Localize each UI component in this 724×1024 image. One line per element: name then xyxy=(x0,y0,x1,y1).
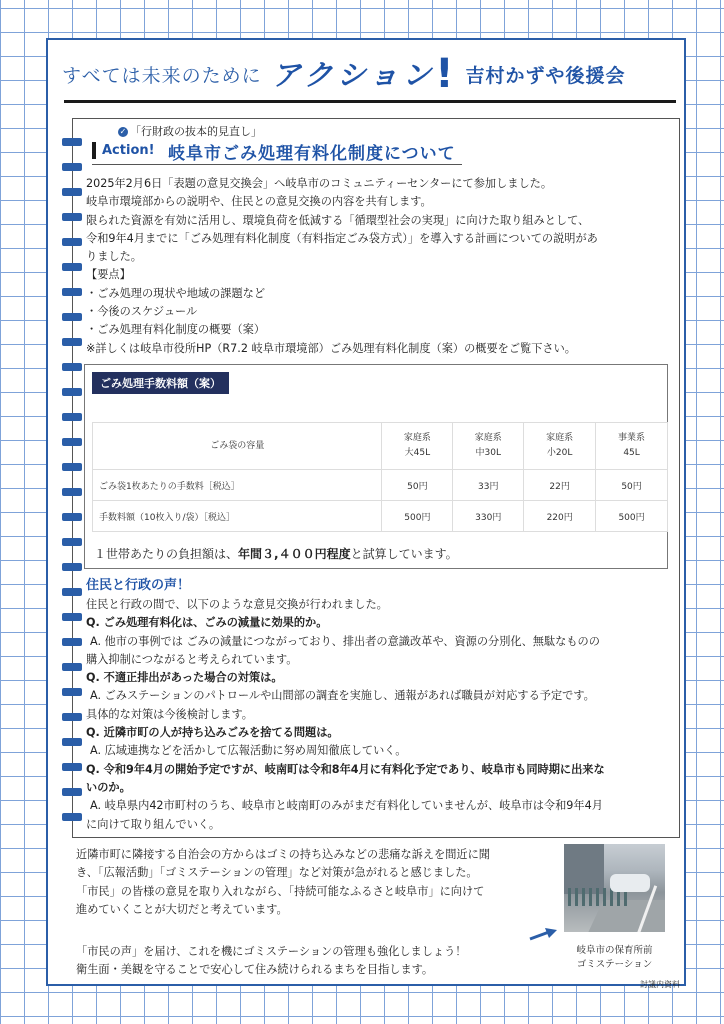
answer: A. 岐阜県内42市町村のうち、岐阜市と岐南町のみがまだ有料化していませんが、岐阜市は令和9年4月 xyxy=(90,799,603,813)
intro-line: りました。 xyxy=(86,250,142,264)
intro-line: ※詳しくは岐阜市役所HP（R7.2 岐阜市環境部）ごみ処理有料化制度（案）の概要をご覧下さい。 xyxy=(86,341,576,355)
closing-line: き、「広報活動」「ゴミステーションの管理」など対策が急がれると感じました。 xyxy=(76,866,478,880)
binder-ring xyxy=(62,313,82,321)
burden-post: と試算しています。 xyxy=(350,547,458,561)
row-label: ごみ袋1枚あたりの手数料［税込］ xyxy=(93,470,382,501)
caption-line: ゴミステーション xyxy=(576,959,653,970)
fee-cell: 50円 xyxy=(596,470,668,501)
binder-ring xyxy=(62,263,82,271)
intro-line: 限られた資源を有効に活用し、環境負荷を低減する「循環型社会の実現」に向けた取り組みとして、 xyxy=(86,213,590,227)
arrow-right-icon xyxy=(529,928,559,942)
header-lead: すべては未来のために xyxy=(62,65,262,87)
binder-ring xyxy=(62,288,82,296)
closing-text xyxy=(76,846,554,980)
voices-intro: 住民と行政の間で、以下のような意見交換が行われました。 xyxy=(86,598,388,611)
answer: A. 他市の事例では ごみの減量につながっており、排出者の意識改革や、資源の分別化、無駄なものの xyxy=(90,634,600,648)
fee-column-header xyxy=(524,423,596,470)
intro-line: ・ごみ処理有料化制度の概要（案） xyxy=(86,323,266,337)
intro-line: ・ごみ処理の現状や地域の課題など xyxy=(86,286,266,300)
fee-cell: 33円 xyxy=(453,470,524,501)
answer: A. 広域連携などを活かして広報活動に努め周知徹底していく。 xyxy=(90,744,407,758)
closing-line: 衛生面・美観を守ることで安心して住み続けられるまちを目指します。 xyxy=(76,963,434,977)
binder-ring xyxy=(62,513,82,521)
answer: に向けて取り組んでいく。 xyxy=(86,817,221,831)
article-intro xyxy=(86,175,676,358)
intro-line: 【要点】 xyxy=(86,268,131,282)
fee-table xyxy=(92,422,668,532)
binder-ring xyxy=(62,338,82,346)
header-rule xyxy=(64,100,676,103)
fee-cell: 22円 xyxy=(524,470,596,501)
header-exclaim: ! xyxy=(435,51,454,97)
article-title: 岐阜市ごみ処理有料化制度について xyxy=(168,144,456,164)
fee-cell: 500円 xyxy=(596,501,668,532)
burden-amount: 年間３,４００円程度 xyxy=(238,547,351,561)
closing-line: 「市民の声」を届け、これを機にゴミステーションの管理も強化しましょう！ xyxy=(76,945,467,959)
question: Q. 近隣市町の人が持ち込みごみを捨てる問題は。 xyxy=(86,726,339,740)
fee-column-header xyxy=(382,423,453,470)
binder-ring xyxy=(62,663,82,671)
column-size: 中30L xyxy=(475,448,501,458)
binder-ring xyxy=(62,538,82,546)
action-tag: Action! xyxy=(92,142,163,159)
binder-ring xyxy=(62,688,82,696)
intro-line: 岐阜市環境部からの説明や、住民との意見交換の内容を共有します。 xyxy=(86,195,432,209)
photo-caption xyxy=(564,944,665,972)
binder-ring xyxy=(62,438,82,446)
question: いのか。 xyxy=(86,780,131,794)
column-size: 小20L xyxy=(546,448,573,458)
category-text: 「行財政の抜本的見直し」 xyxy=(130,125,262,138)
fee-cell: 50円 xyxy=(382,470,453,501)
binder-ring xyxy=(62,388,82,396)
fee-cell: 330円 xyxy=(453,501,524,532)
fee-column-header xyxy=(596,423,668,470)
fee-column-header xyxy=(453,423,524,470)
row-label: 手数料額（10枚入り/袋）［税込］ xyxy=(93,501,382,532)
binder-ring xyxy=(62,563,82,571)
binder-rings xyxy=(62,138,84,838)
closing-line xyxy=(76,919,554,937)
column-type: 家庭系 xyxy=(546,433,574,443)
binder-ring xyxy=(62,588,82,596)
fee-corner-header: ごみ袋の容量 xyxy=(93,423,382,470)
binder-ring xyxy=(62,413,82,421)
header-action: アクション xyxy=(271,58,436,92)
table-row xyxy=(93,470,668,501)
binder-ring xyxy=(62,238,82,246)
binder-ring xyxy=(62,613,82,621)
question: Q. 令和9年4月の開始予定ですが、岐南町は令和8年4月に有料化予定であり、岐阜市も同時期に出来な xyxy=(86,762,605,776)
category-label xyxy=(118,123,262,139)
question: Q. 不適正排出があった場合の対策は。 xyxy=(86,671,283,685)
binder-ring xyxy=(62,463,82,471)
title-rule xyxy=(92,164,462,165)
header-organization: 吉村かずや後援会 xyxy=(465,65,626,87)
column-type: 事業系 xyxy=(618,433,646,443)
binder-ring xyxy=(62,188,82,196)
caption-line: 岐阜市の保育所前 xyxy=(576,945,653,956)
source-note: 討議内資料 xyxy=(640,980,680,989)
column-type: 家庭系 xyxy=(474,433,502,443)
fee-cell: 500円 xyxy=(382,501,453,532)
fee-table-tag: ごみ処理手数料額（案） xyxy=(92,372,229,394)
binder-ring xyxy=(62,138,82,146)
closing-line: 進めていくことが大切だと考えています。 xyxy=(76,902,288,916)
binder-ring xyxy=(62,813,82,821)
fee-table-header-row xyxy=(93,423,668,470)
binder-ring xyxy=(62,738,82,746)
binder-ring xyxy=(62,788,82,796)
answer: 具体的な対策は今後検討します。 xyxy=(86,707,253,721)
column-type: 家庭系 xyxy=(403,433,431,443)
closing-line: 近隣市町に隣接する自治会の方からはゴミの持ち込みなどの悲痛な訴えを間近に聞 xyxy=(76,848,490,861)
check-icon: ✓ xyxy=(119,127,127,136)
question: Q. ごみ処理有料化は、ごみの減量に効果的か。 xyxy=(86,616,328,630)
binder-ring xyxy=(62,213,82,221)
column-size: 45L xyxy=(623,448,640,458)
header xyxy=(62,50,678,97)
intro-line: ・今後のスケジュール xyxy=(86,305,198,319)
answer: 購入抑制につながると考えられています。 xyxy=(86,652,298,666)
column-size: 大45L xyxy=(404,448,431,458)
closing-line: 「市民」の皆様の意見を取り入れながら、「持続可能なふるさと岐阜市」に向けて xyxy=(76,884,485,898)
binder-ring xyxy=(62,163,82,171)
burden-pre: １世帯あたりの負担額は、 xyxy=(94,547,239,561)
binder-ring xyxy=(62,638,82,646)
fee-cell: 220円 xyxy=(524,501,596,532)
table-row xyxy=(93,501,668,532)
intro-line: 2025年2月6日「表題の意見交換会」へ岐阜市のコミュニティーセンターにて参加しました。 xyxy=(86,177,553,190)
binder-ring xyxy=(62,488,82,496)
burden-estimate xyxy=(94,545,458,562)
voices-section xyxy=(86,596,676,834)
binder-ring xyxy=(62,363,82,371)
intro-line: 令和9年4月までに「ごみ処理有料化制度（有料指定ごみ袋方式）」を導入する計画についての説明があ xyxy=(86,231,598,245)
voices-heading: 住民と行政の声！ xyxy=(86,578,191,593)
garbage-station-photo xyxy=(564,844,665,932)
binder-ring xyxy=(62,763,82,771)
answer: A. ごみステーションのパトロールや山間部の調査を実施し、通報があれば職員が対応する予定です。 xyxy=(90,689,595,703)
binder-ring xyxy=(62,713,82,721)
